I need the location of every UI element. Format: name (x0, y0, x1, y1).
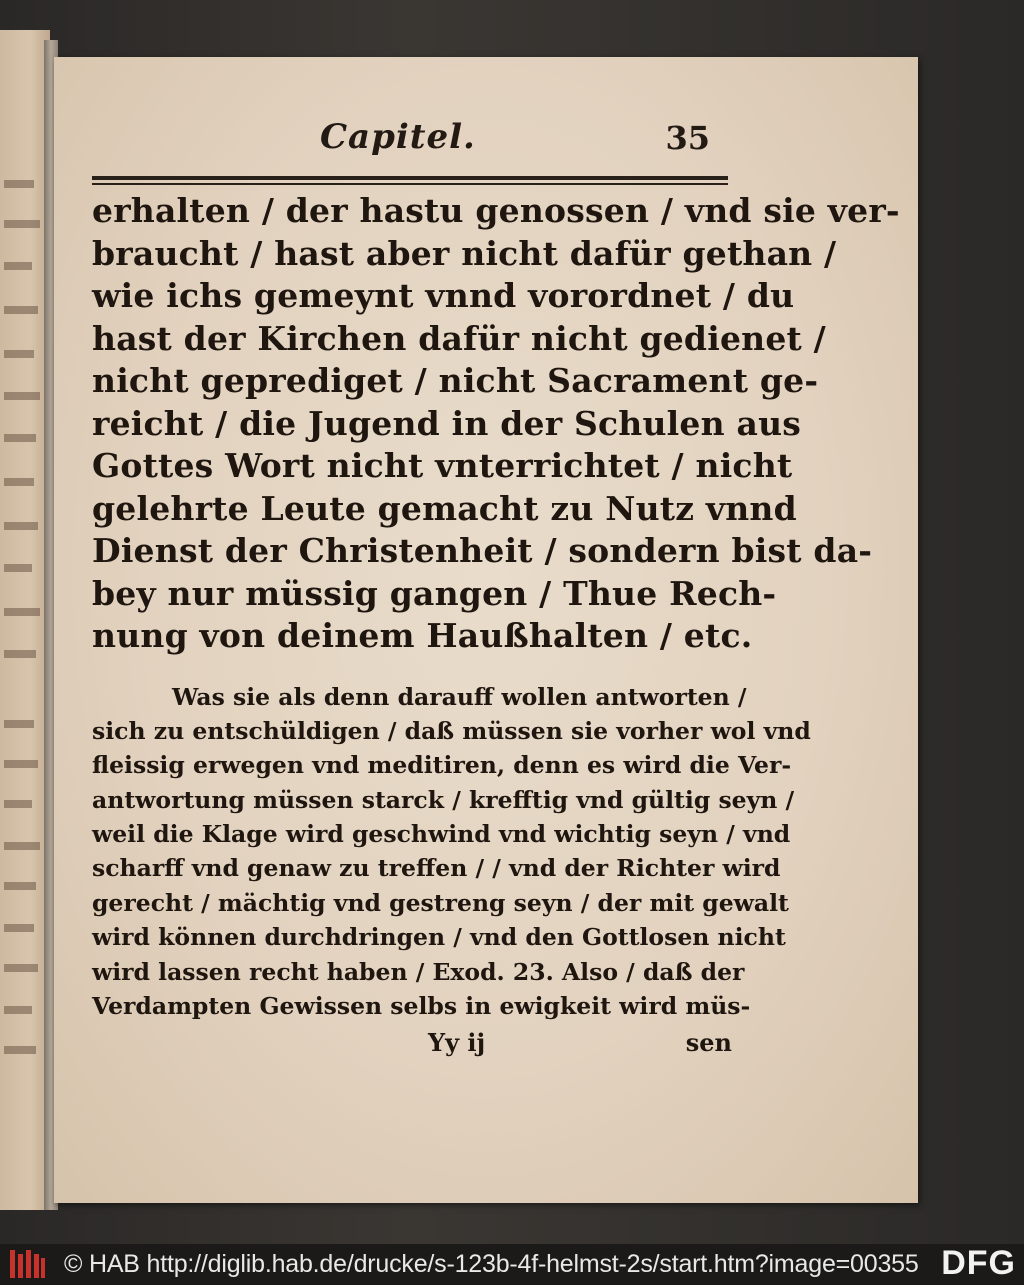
previous-page-text (4, 180, 34, 188)
copyright-link[interactable]: © HAB http://diglib.hab.de/drucke/s-123b-4f-helmst-2s/start.htm?image=00355 (64, 1250, 919, 1278)
previous-page-text (4, 478, 34, 486)
page-footer (92, 1022, 732, 1062)
previous-page-text (4, 720, 34, 728)
catchword: sen (685, 1028, 732, 1057)
previous-page-text (4, 522, 38, 530)
body-line: Gottes Wort nicht vnterrichtet / nicht (92, 446, 793, 485)
previous-page-text (4, 262, 32, 270)
previous-page-text (4, 350, 34, 358)
previous-page-text (4, 760, 38, 768)
paragraph-line: scharff vnd genaw zu treffen / / vnd der Richter wird (92, 854, 781, 883)
body-line: wie ichs gemeynt vnnd vorordnet / du (92, 276, 795, 315)
previous-page-text (4, 1006, 32, 1014)
paragraph-gap (92, 658, 732, 680)
previous-page-text (4, 964, 38, 972)
page-number: 35 (665, 119, 710, 157)
paragraph-line: gerecht / mächtig vnd gestreng seyn / der mit gewalt (92, 888, 789, 917)
paragraph-line: sich zu entschüldigen / daß müssen sie vorher wol vnd (92, 716, 811, 745)
previous-page-text (4, 608, 40, 616)
paragraph-line: fleissig erwegen vnd meditiren, denn es wird die Ver- (92, 751, 792, 780)
page-header (320, 117, 710, 161)
previous-page-text (4, 924, 34, 932)
header-rule-thin (92, 183, 728, 185)
previous-page-text (4, 842, 40, 850)
body-line: hast der Kirchen dafür nicht gedienet / (92, 318, 826, 358)
paragraph-line: wird können durchdringen / vnd den Gottlosen nicht (92, 923, 786, 952)
previous-page-text (4, 392, 40, 400)
body-line: gelehrte Leute gemacht zu Nutz vnnd (92, 488, 797, 528)
body-line: nicht geprediget / nicht Sacrament ge- (92, 361, 819, 400)
signature-mark: Yy ij (428, 1028, 486, 1057)
body-line: erhalten / der hastu genossen / vnd sie ver- (92, 191, 900, 230)
running-title: Capitel. (320, 117, 476, 157)
body-line: nung von deinem Haußhalten / etc. (92, 616, 753, 655)
previous-page-text (4, 882, 36, 890)
body-text-block (92, 190, 900, 1023)
paragraph-line: Was sie als denn darauff wollen antworten / (172, 682, 747, 711)
previous-page-text (4, 1046, 36, 1054)
paragraph-line: wird lassen recht haben / Exod. 23. Also / daß der (92, 957, 745, 986)
body-line: reicht / die Jugend in der Schulen aus (92, 403, 802, 443)
header-rule (92, 176, 728, 180)
previous-page-text (4, 800, 32, 808)
paragraph-line: antwortung müssen starck / krefftig vnd gültig seyn / (92, 785, 795, 814)
dfg-logo: DFG (941, 1244, 1016, 1282)
body-line: bey nur müssig gangen / Thue Rech- (92, 573, 777, 613)
viewer-footer-bar (0, 1244, 1024, 1285)
previous-page-text (4, 220, 40, 228)
body-line: braucht / hast aber nicht dafür gethan / (92, 233, 837, 273)
body-line: Dienst der Christenheit / sondern bist da- (92, 531, 873, 570)
paragraph-line: weil die Klage wird geschwind vnd wichtig seyn / vnd (92, 820, 791, 849)
previous-page-edge (0, 30, 50, 1210)
previous-page-text (4, 434, 36, 442)
previous-page-text (4, 650, 36, 658)
previous-page-text (4, 306, 38, 314)
library-logo-icon (8, 1248, 46, 1280)
paragraph-line: Verdampten Gewissen selbs in ewigkeit wird müs- (92, 992, 751, 1021)
previous-page-text (4, 564, 32, 572)
